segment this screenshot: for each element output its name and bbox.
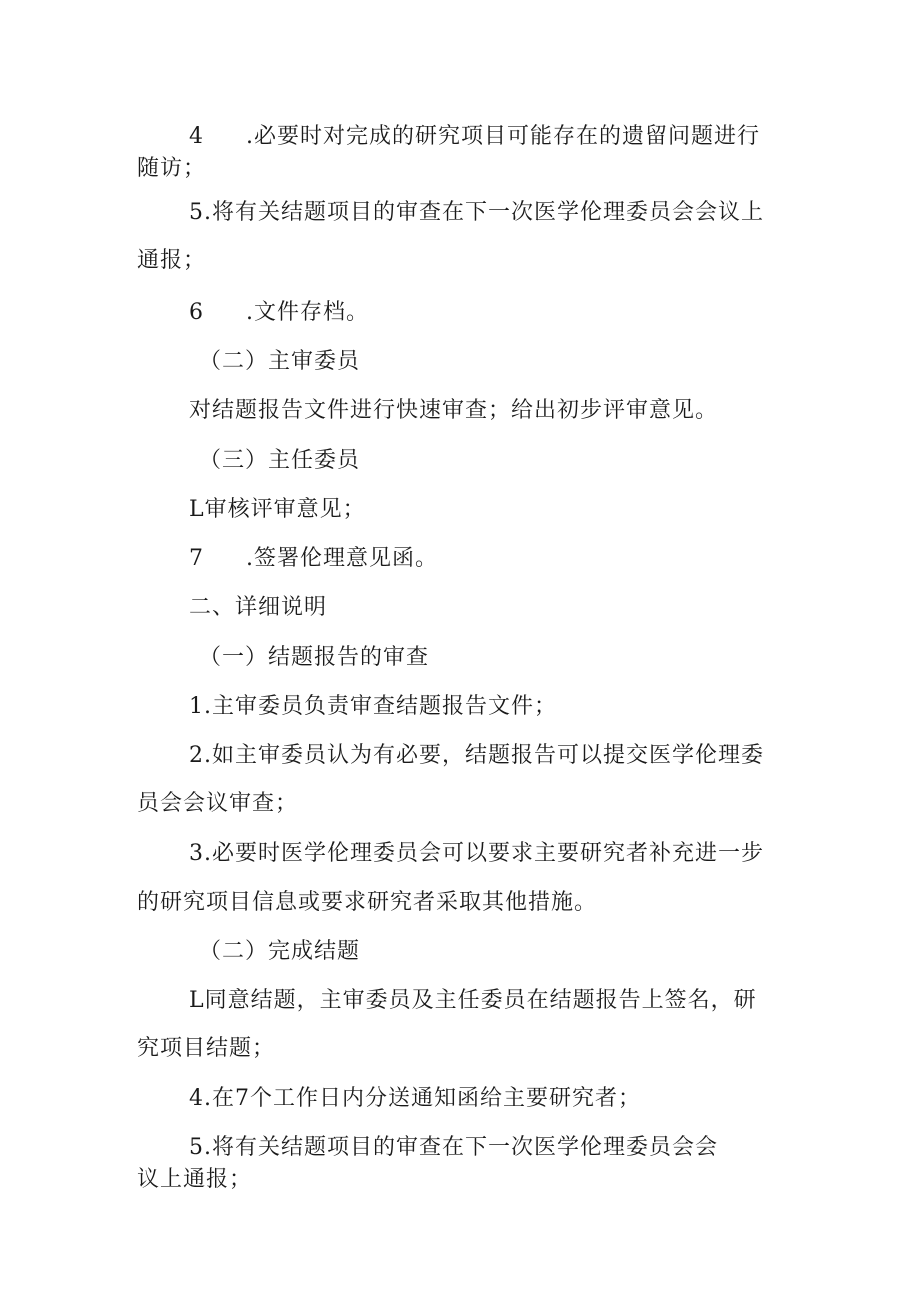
list-item-1b: 1.主审委员负责审查结题报告文件；: [189, 694, 557, 719]
item-text: .文件存档。: [246, 300, 369, 325]
subheading-complete: （二）完成结题: [199, 939, 361, 964]
list-item-7: [189, 544, 438, 574]
list-item-1c-continuation: 究项目结题；: [137, 1036, 276, 1061]
subheading-report-review: （一）结题报告的审查: [199, 645, 430, 670]
list-item-6: [189, 298, 369, 328]
subheading-chair: （三）主任委员: [199, 448, 361, 473]
list-item-3: 3.必要时医学伦理委员会可以要求主要研究者补充进一步: [189, 841, 764, 866]
list-item-4b: 4.在7个工作日内分送通知函给主要研究者；: [189, 1086, 641, 1111]
list-item-5-continuation: 通报；: [137, 248, 207, 273]
item-text: .必要时对完成的研究项目可能存在的遗留问题进行: [246, 124, 760, 149]
list-item-2: 2.如主审委员认为有必要，结题报告可以提交医学伦理委: [189, 743, 764, 768]
subheading-primary-reviewer: （二）主审委员: [199, 349, 361, 374]
list-item-4: [189, 122, 760, 152]
list-item-4-continuation: 随访；: [137, 156, 207, 181]
list-item-5: 5.将有关结题项目的审查在下一次医学伦理委员会会议上: [189, 200, 764, 225]
item-number: 7: [189, 546, 204, 571]
list-item-5b-continuation: 议上通报；: [137, 1167, 253, 1192]
list-item-5b: 5.将有关结题项目的审查在下一次医学伦理委员会会: [189, 1135, 718, 1160]
item-number: 4: [189, 124, 204, 149]
list-item-1c: L同意结题，主审委员及主任委员在结题报告上签名，研: [189, 988, 757, 1013]
item-text: .签署伦理意见函。: [246, 546, 438, 571]
section-heading: 二、详细说明: [189, 595, 328, 620]
list-item-2-continuation: 员会会议审查；: [137, 791, 299, 816]
list-item-3-continuation: 的研究项目信息或要求研究者采取其他措施。: [137, 890, 598, 915]
paragraph: 对结题报告文件进行快速审查；给出初步评审意见。: [189, 398, 719, 423]
list-item-1: L审核评审意见；: [189, 497, 366, 522]
item-number: 6: [189, 300, 204, 325]
